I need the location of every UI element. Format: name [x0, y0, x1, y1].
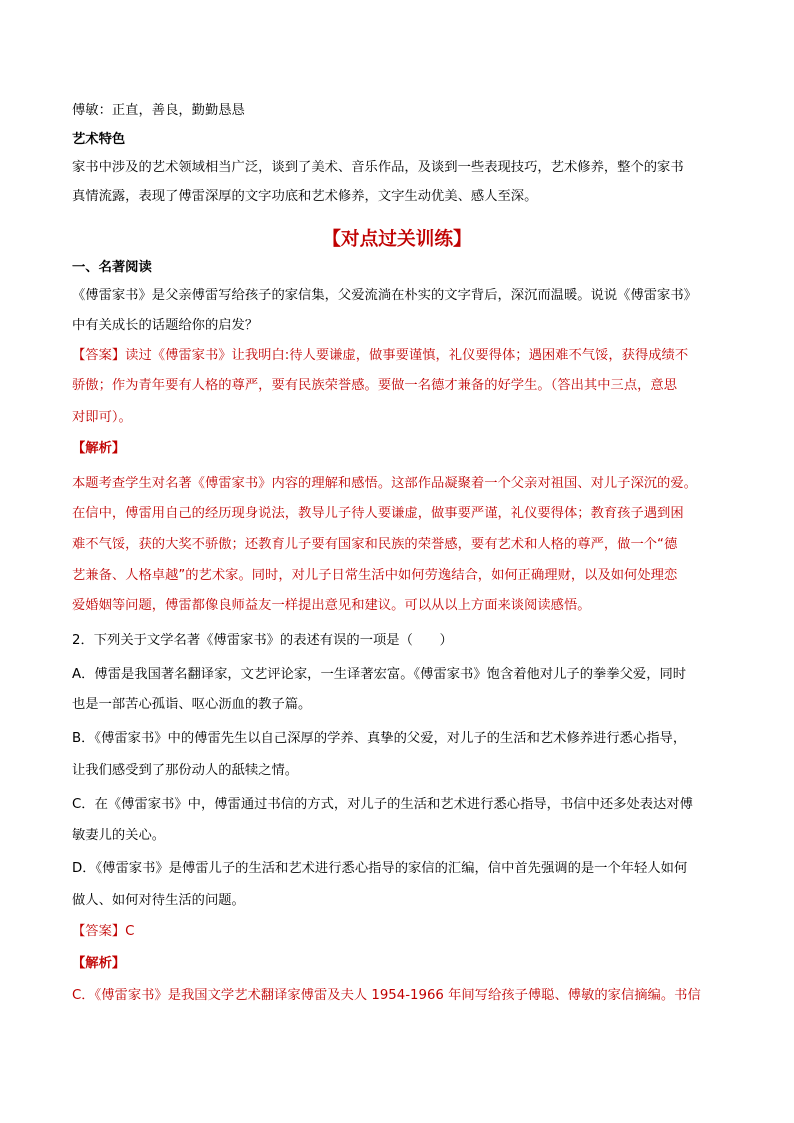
option-b-line-1: B．《傅雷家书》中的傅雷先生以自己深厚的学养、真挚的父爱，对儿子的生活和艺术修养进行悉心指导，: [72, 731, 687, 746]
art-line-1: 家书中涉及的艺术领域相当广泛，谈到了美术、音乐作品，及谈到一些表现技巧，艺术修养，整个的家书: [72, 160, 684, 175]
analysis-2-line-1: C．《傅雷家书》是我国文学艺术翻译家傅雷及夫人 1954-1966 年间写给孩子傅聪、傅敏的家信摘编。书信: [72, 988, 701, 1003]
analysis-2-label: 【解析】: [72, 956, 126, 971]
question-2: 2．下列关于文学名著《傅雷家书》的表述有误的一项是（ ）: [72, 633, 453, 648]
answer-line-2: 骄傲；作为青年要有人格的尊严，要有民族荣誉感。要做一名德才兼备的好学生。（答出其中三点，意思: [72, 378, 678, 393]
option-d-line-2: 做人、如何对待生活的问题。: [72, 893, 245, 908]
analysis-line-3: 难不气馁，获的大奖不骄傲；还教育儿子要有国家和民族的荣誉感，要有艺术和人格的尊严，做一个“德: [72, 537, 678, 552]
question-line-1: 《傅雷家书》是父亲傅雷写给孩子的家信集，父爱流淌在朴实的文字背后，深沉而温暖。说说《傅雷家书》: [72, 288, 697, 303]
analysis-line-5: 爱婚姻等问题，傅雷都像良师益友一样提出意见和建议。可以从以上方面来谈阅读感悟。: [72, 598, 591, 613]
answer-line-3: 对即可）。: [72, 410, 132, 425]
option-d-line-1: D．《傅雷家书》是傅雷儿子的生活和艺术进行悉心指导的家信的汇编，信中首先强调的是一个年轻人如何: [72, 861, 688, 876]
analysis-line-1: 本题考查学生对名著《傅雷家书》内容的理解和感悟。这部作品凝聚着一个父亲对祖国、对儿子深沉的爱。: [72, 476, 697, 491]
option-a-line-2: 也是一部苦心孤诣、呕心沥血的教子篇。: [72, 697, 312, 712]
option-c-line-1: C．在《傅雷家书》中，傅雷通过书信的方式，对儿子的生活和艺术进行悉心指导，书信中还多处表达对傅: [72, 797, 693, 812]
answer-line-1: 【答案】读过《傅雷家书》让我明白:待人要谦虚，做事要谨慎，礼仪要得体；遇困难不气馁，获得成绩不: [72, 348, 689, 363]
question-line-2: 中有关成长的话题给你的启发？: [72, 318, 259, 333]
fumin-line: 傅敏：正直，善良，勤勤恳恳: [72, 103, 245, 118]
option-a-line-1: A．傅雷是我国著名翻译家，文艺评论家，一生译著宏富。《傅雷家书》饱含着他对儿子的拳拳父爱，同时: [72, 667, 687, 682]
option-b-line-2: 让我们感受到了那份动人的舐犊之情。: [72, 763, 299, 778]
analysis-line-2: 在信中，傅雷用自己的经历现身说法，教导儿子待人要谦虚，做事要严谨，礼仪要得体；教育孩子遇到困: [72, 506, 684, 521]
part1-heading: 一、名著阅读: [72, 260, 152, 275]
answer-2: 【答案】C: [72, 924, 135, 939]
analysis-label: 【解析】: [72, 441, 126, 456]
analysis-line-4: 艺兼备、人格卓越”的艺术家。同时，对儿子日常生活中如何劳逸结合，如何正确理财，以及如何处理恋: [72, 568, 678, 583]
art-line-2: 真情流露，表现了傅雷深厚的文字功底和艺术修养，文字生动优美、感人至深。: [72, 189, 538, 204]
option-c-line-2: 敏妻儿的关心。: [72, 828, 166, 843]
art-heading: 艺术特色: [72, 132, 126, 147]
section-title: 【对点过关训练】: [322, 229, 472, 250]
